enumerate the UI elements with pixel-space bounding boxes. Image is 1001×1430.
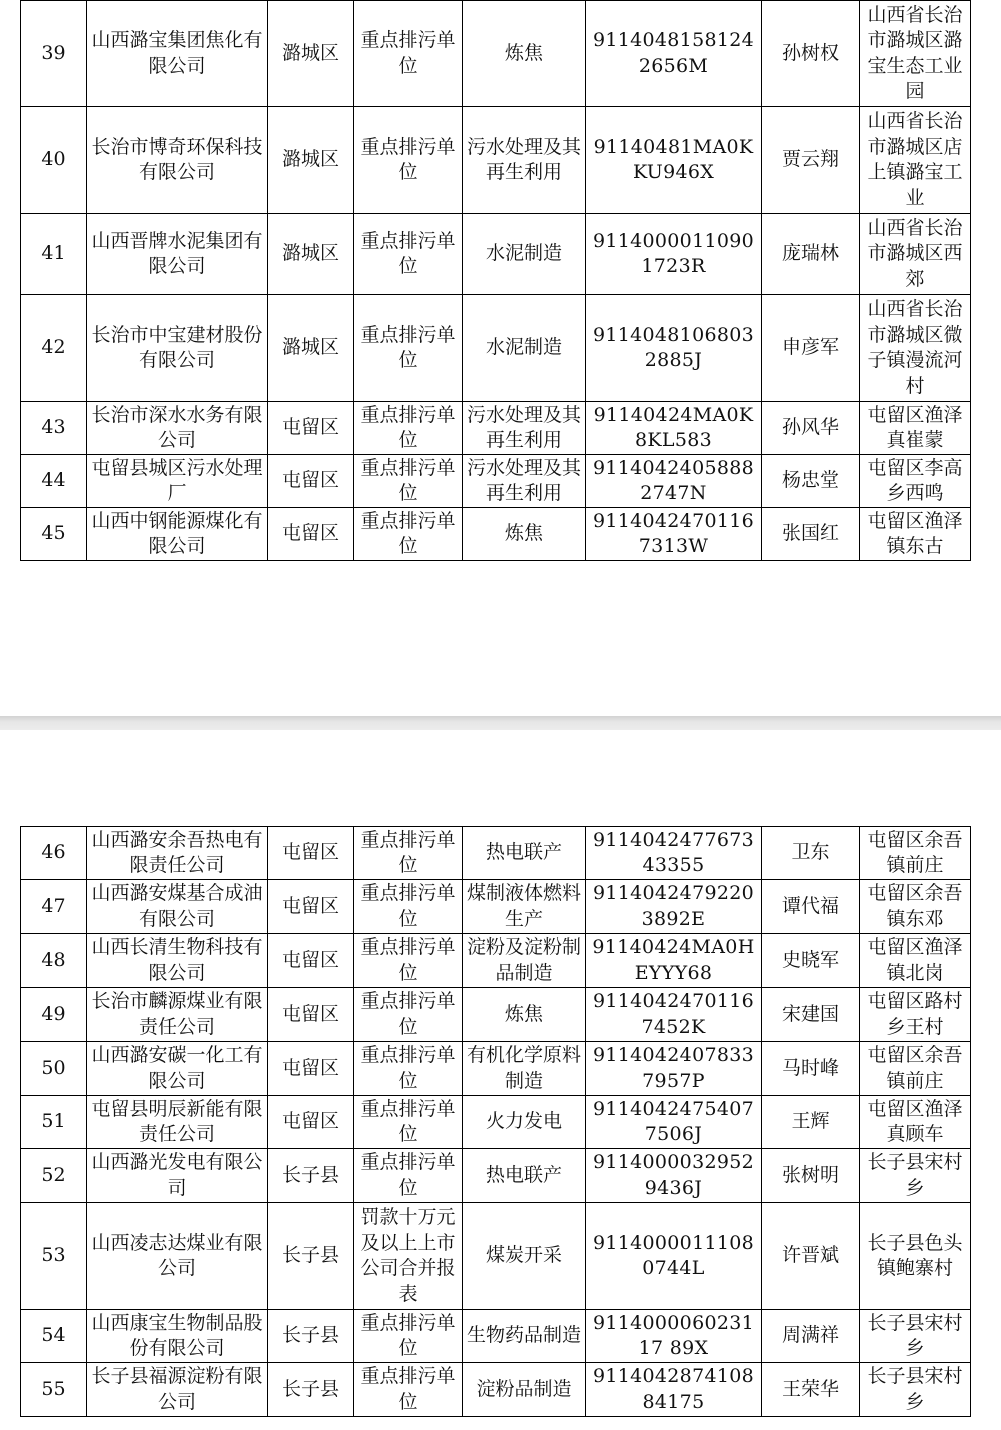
industry-cell: 煤制液体燃料生产 [463,880,586,934]
category-cell: 重点排污单位 [354,295,463,402]
table-row [21,1363,971,1417]
row-number-cell: 40 [21,107,87,214]
district-cell: 屯留区 [268,402,354,455]
credit-code-cell: 91140424058882747N [586,455,762,508]
credit-code-cell: 91140000110901723R [586,214,762,295]
district-cell: 屯留区 [268,508,354,561]
district-cell: 潞城区 [268,295,354,402]
row-number-cell: 41 [21,214,87,295]
district-cell: 长子县 [268,1203,354,1310]
credit-code-cell: 91140424701167313W [586,508,762,561]
company-name-cell: 长治市深水水务有限公司 [87,402,268,455]
category-cell: 重点排污单位 [354,455,463,508]
legal-representative-cell: 周满祥 [762,1310,860,1363]
address-cell: 屯留区余吾镇前庄 [860,827,971,880]
company-name-cell: 山西中钢能源煤化有限公司 [87,508,268,561]
industry-cell: 污水处理及其再生利用 [463,455,586,508]
row-number-cell: 53 [21,1203,87,1310]
table-row [21,107,971,214]
legal-representative-cell: 谭代福 [762,880,860,934]
row-number-cell: 54 [21,1310,87,1363]
legal-representative-cell: 庞瑞林 [762,214,860,295]
district-cell: 潞城区 [268,1,354,107]
table-row [21,880,971,934]
row-number-cell: 55 [21,1363,87,1417]
district-cell: 长子县 [268,1363,354,1417]
industry-cell: 水泥制造 [463,214,586,295]
industry-cell: 淀粉品制造 [463,1363,586,1417]
category-cell: 重点排污单位 [354,1310,463,1363]
legal-representative-cell: 王荣华 [762,1363,860,1417]
row-number-cell: 42 [21,295,87,402]
industry-cell: 煤炭开采 [463,1203,586,1310]
address-cell: 屯留区余吾镇东邓 [860,880,971,934]
table-row [21,1310,971,1363]
table-row [21,988,971,1042]
table-row [21,508,971,561]
industry-cell: 污水处理及其再生利用 [463,107,586,214]
address-cell: 山西省长治市潞城区店上镇潞宝工业 [860,107,971,214]
row-number-cell: 49 [21,988,87,1042]
credit-code-cell: 911404247767343355 [586,827,762,880]
company-name-cell: 山西潞宝集团焦化有限公司 [87,1,268,107]
company-name-cell: 屯留县明辰新能有限责任公司 [87,1096,268,1149]
company-name-cell: 屯留县城区污水处理厂 [87,455,268,508]
credit-code-cell: 91140000329529436J [586,1149,762,1203]
district-cell: 屯留区 [268,827,354,880]
legal-representative-cell: 孙树权 [762,1,860,107]
credit-code-cell: 911404287410884175 [586,1363,762,1417]
industry-cell: 炼焦 [463,988,586,1042]
legal-representative-cell: 许晋斌 [762,1203,860,1310]
category-cell: 重点排污单位 [354,934,463,988]
row-number-cell: 48 [21,934,87,988]
company-name-cell: 山西潞光发电有限公司 [87,1149,268,1203]
district-cell: 屯留区 [268,1096,354,1149]
credit-code-cell: 91140481MA0KKU946X [586,107,762,214]
credit-code-cell: 91140424701167452K [586,988,762,1042]
industry-cell: 有机化学原料制造 [463,1042,586,1096]
industry-cell: 污水处理及其再生利用 [463,402,586,455]
legal-representative-cell: 贾云翔 [762,107,860,214]
credit-code-cell: 91140424754077506J [586,1096,762,1149]
category-cell: 重点排污单位 [354,1042,463,1096]
address-cell: 长子县色头镇鲍寨村 [860,1203,971,1310]
industry-cell: 水泥制造 [463,295,586,402]
address-cell: 山西省长治市潞城区潞宝生态工业园 [860,1,971,107]
industry-cell: 热电联产 [463,1149,586,1203]
category-cell: 重点排污单位 [354,508,463,561]
industry-cell: 炼焦 [463,508,586,561]
district-cell: 屯留区 [268,1042,354,1096]
legal-representative-cell: 史晓军 [762,934,860,988]
company-name-cell: 长治市博奇环保科技有限公司 [87,107,268,214]
table-row [21,827,971,880]
company-name-cell: 长子县福源淀粉有限公司 [87,1363,268,1417]
credit-code-cell: 91140481581242656M [586,1,762,107]
category-cell: 重点排污单位 [354,1096,463,1149]
credit-code-cell: 91140481068032885J [586,295,762,402]
row-number-cell: 45 [21,508,87,561]
row-number-cell: 43 [21,402,87,455]
credit-code-cell: 91140424MA0HEYYY68 [586,934,762,988]
table-row [21,1,971,107]
legal-representative-cell: 张树明 [762,1149,860,1203]
table-row [21,1203,971,1310]
legal-representative-cell: 马时峰 [762,1042,860,1096]
page-separator [0,716,1001,730]
row-number-cell: 51 [21,1096,87,1149]
district-cell: 长子县 [268,1149,354,1203]
table-row [21,214,971,295]
industry-cell: 炼焦 [463,1,586,107]
table-row [21,295,971,402]
table-row [21,1096,971,1149]
industry-cell: 火力发电 [463,1096,586,1149]
document-page-2 [0,730,1001,1430]
category-cell: 重点排污单位 [354,880,463,934]
address-cell: 屯留区渔泽镇东古 [860,508,971,561]
address-cell: 长子县宋村乡 [860,1363,971,1417]
address-cell: 屯留区路村乡王村 [860,988,971,1042]
district-cell: 屯留区 [268,934,354,988]
table-row [21,402,971,455]
category-cell: 重点排污单位 [354,1149,463,1203]
row-number-cell: 46 [21,827,87,880]
table-row [21,1149,971,1203]
address-cell: 屯留区渔泽真顾车 [860,1096,971,1149]
district-cell: 屯留区 [268,988,354,1042]
category-cell: 重点排污单位 [354,988,463,1042]
category-cell: 重点排污单位 [354,402,463,455]
district-cell: 长子县 [268,1310,354,1363]
enterprise-table-page-2 [20,826,971,1417]
category-cell: 重点排污单位 [354,107,463,214]
company-name-cell: 山西潞安碳一化工有限公司 [87,1042,268,1096]
legal-representative-cell: 孙风华 [762,402,860,455]
industry-cell: 热电联产 [463,827,586,880]
table-row [21,1042,971,1096]
legal-representative-cell: 宋建国 [762,988,860,1042]
enterprise-table-page-1 [20,0,971,561]
row-number-cell: 50 [21,1042,87,1096]
company-name-cell: 山西康宝生物制品股份有限公司 [87,1310,268,1363]
industry-cell: 淀粉及淀粉制品制造 [463,934,586,988]
address-cell: 长子县宋村乡 [860,1149,971,1203]
credit-code-cell: 91140000111080744L [586,1203,762,1310]
category-cell: 重点排污单位 [354,1363,463,1417]
company-name-cell: 山西凌志达煤业有限公司 [87,1203,268,1310]
district-cell: 屯留区 [268,880,354,934]
address-cell: 长子县宋村乡 [860,1310,971,1363]
company-name-cell: 山西潞安煤基合成油有限公司 [87,880,268,934]
row-number-cell: 52 [21,1149,87,1203]
company-name-cell: 长治市麟源煤业有限责任公司 [87,988,268,1042]
company-name-cell: 山西潞安余吾热电有限责任公司 [87,827,268,880]
table-row [21,455,971,508]
credit-code-cell: 91140424MA0K8KL583 [586,402,762,455]
address-cell: 屯留区渔泽真崔蒙 [860,402,971,455]
district-cell: 屯留区 [268,455,354,508]
row-number-cell: 47 [21,880,87,934]
address-cell: 屯留区余吾镇前庄 [860,1042,971,1096]
legal-representative-cell: 杨忠堂 [762,455,860,508]
row-number-cell: 44 [21,455,87,508]
industry-cell: 生物药品制造 [463,1310,586,1363]
legal-representative-cell: 卫东 [762,827,860,880]
address-cell: 屯留区渔泽镇北岗 [860,934,971,988]
category-cell: 罚款十万元及以上上市公司合并报表 [354,1203,463,1310]
address-cell: 山西省长治市潞城区微子镇漫流河村 [860,295,971,402]
credit-code-cell: 91140424078337957P [586,1042,762,1096]
row-number-cell: 39 [21,1,87,107]
legal-representative-cell: 王辉 [762,1096,860,1149]
address-cell: 屯留区李高乡西鸣 [860,455,971,508]
category-cell: 重点排污单位 [354,1,463,107]
credit-code-cell: 91140424792203892E [586,880,762,934]
company-name-cell: 长治市中宝建材股份有限公司 [87,295,268,402]
category-cell: 重点排污单位 [354,214,463,295]
category-cell: 重点排污单位 [354,827,463,880]
district-cell: 潞城区 [268,107,354,214]
legal-representative-cell: 张国红 [762,508,860,561]
table-row [21,934,971,988]
district-cell: 潞城区 [268,214,354,295]
company-name-cell: 山西晋牌水泥集团有限公司 [87,214,268,295]
credit-code-cell: 911400006023117 89X [586,1310,762,1363]
company-name-cell: 山西长清生物科技有限公司 [87,934,268,988]
legal-representative-cell: 申彦军 [762,295,860,402]
address-cell: 山西省长治市潞城区西郊 [860,214,971,295]
